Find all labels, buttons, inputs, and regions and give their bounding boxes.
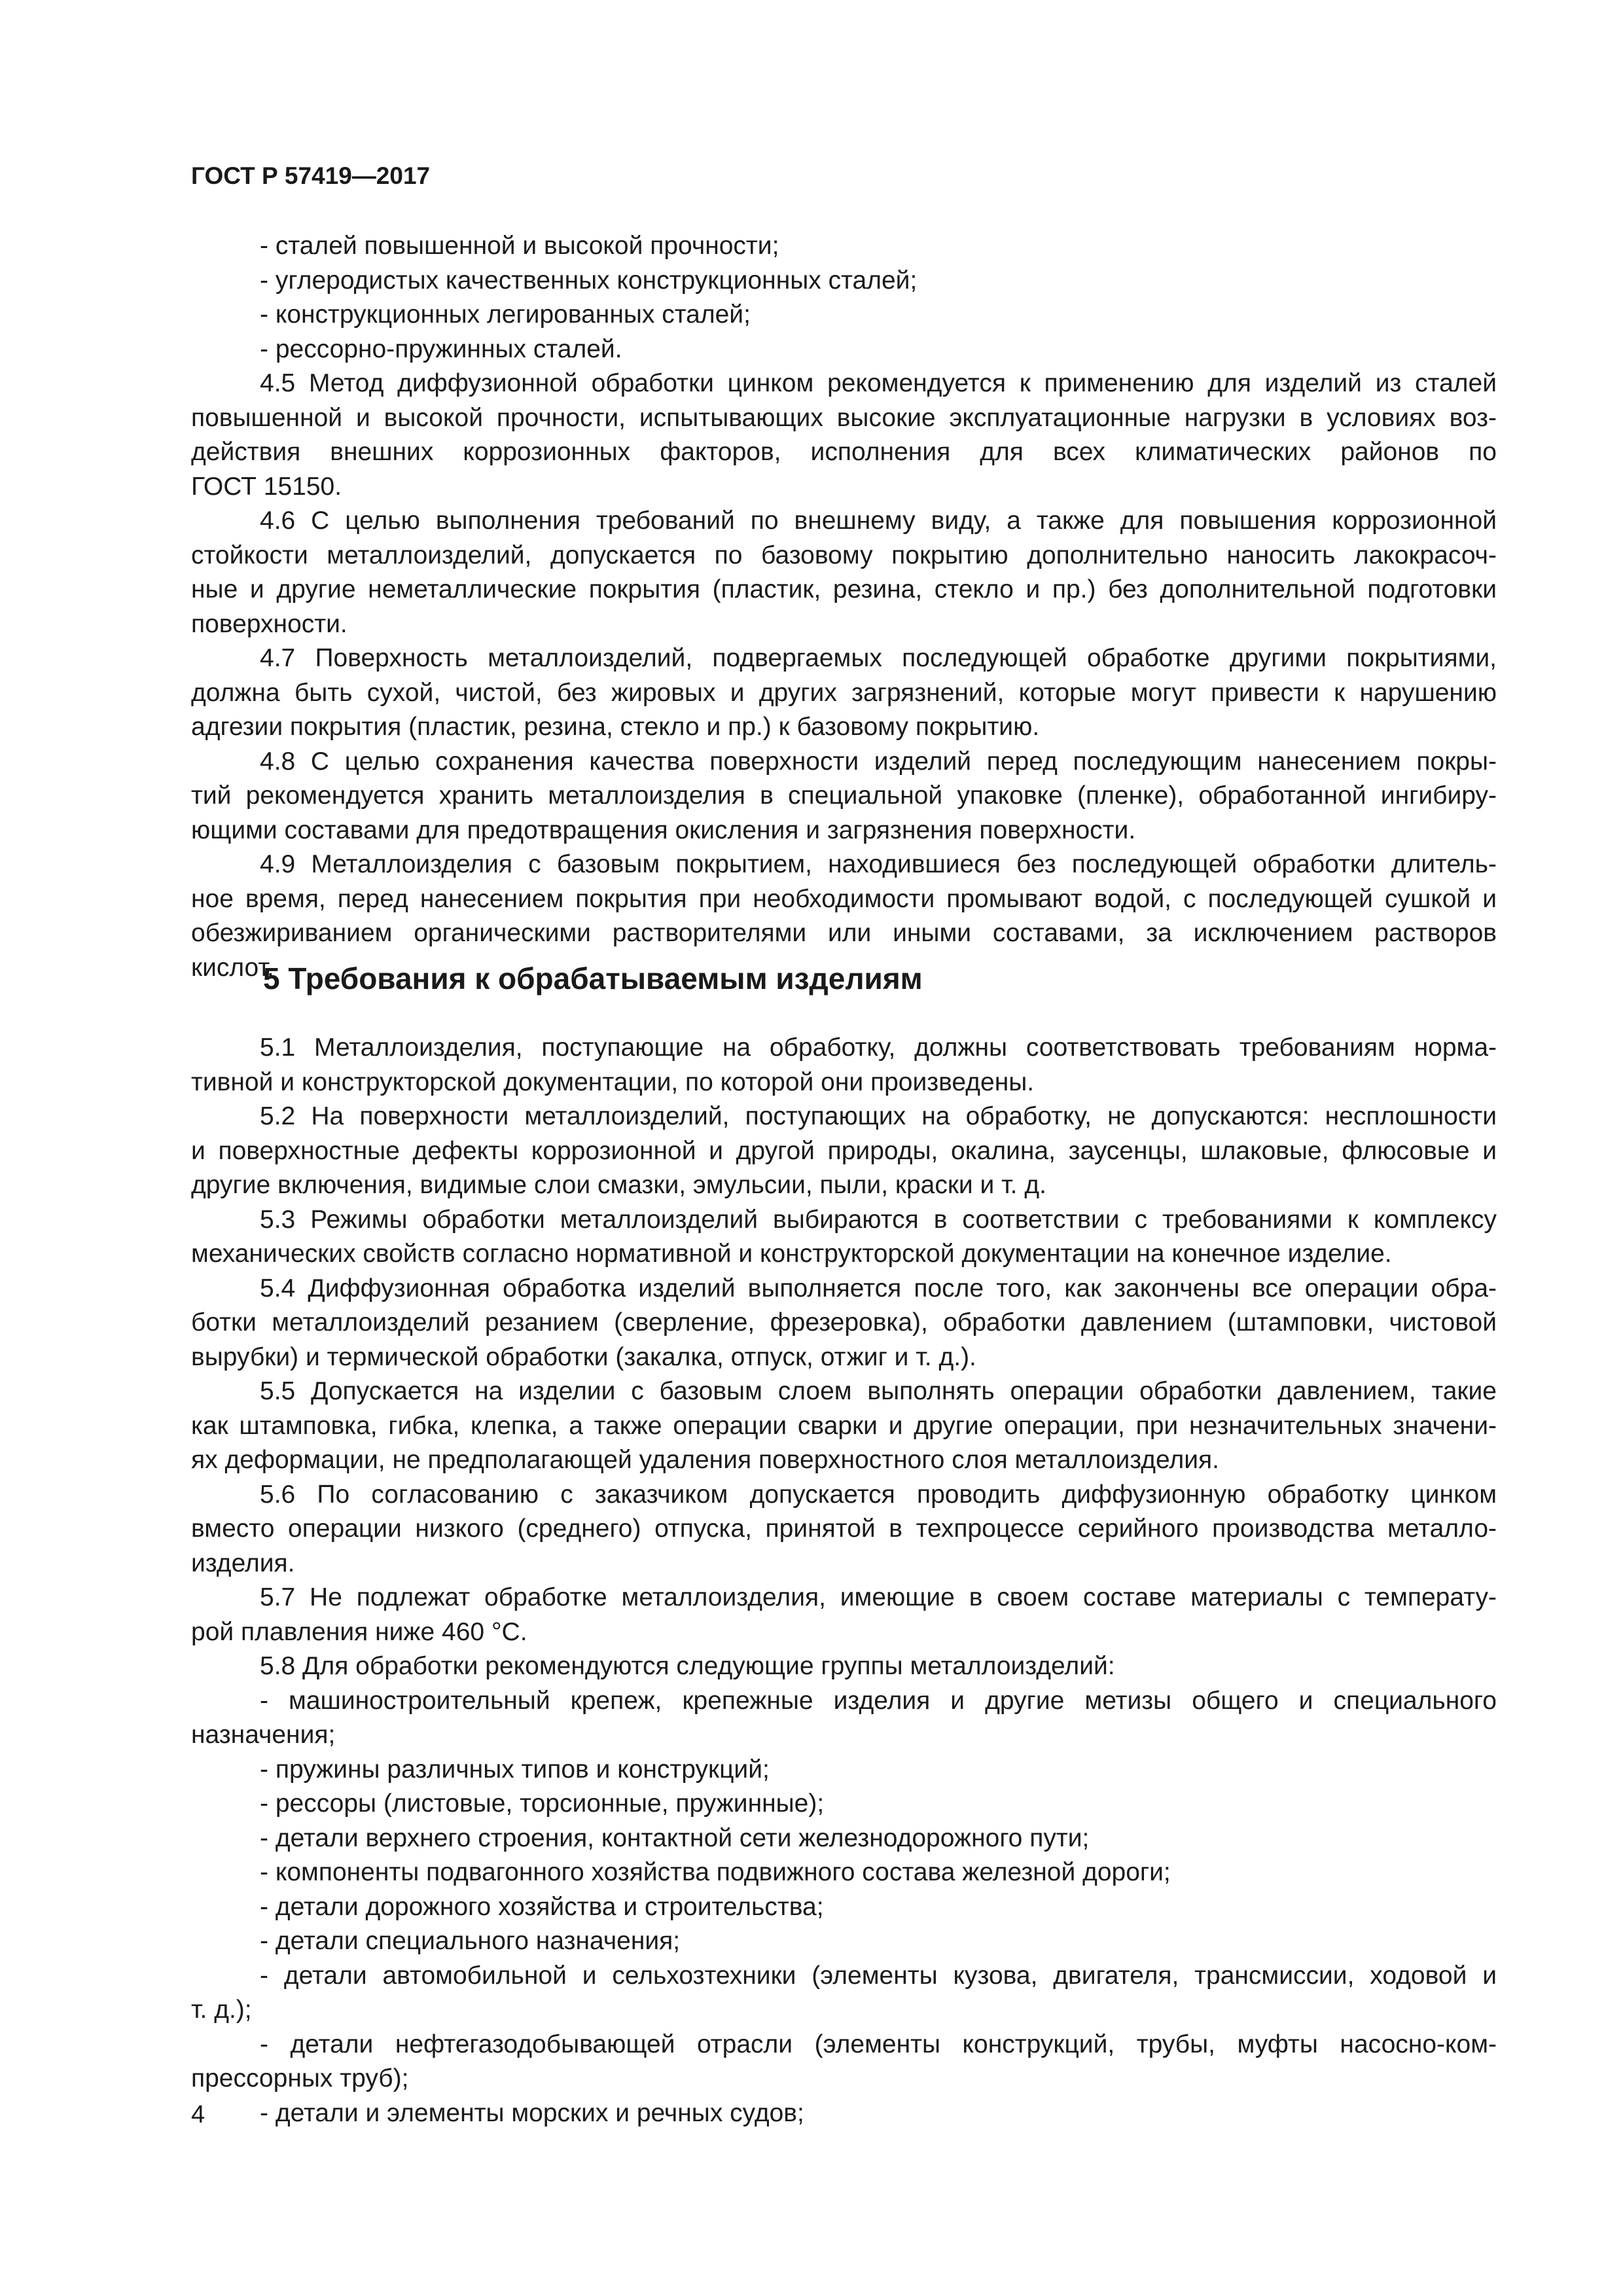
text-line: - детали дорожного хозяйства и строительства; <box>260 1892 824 1921</box>
text-line: назначения; <box>191 1721 336 1749</box>
text-line: тивной и конструкторской документации, по которой они произведены. <box>191 1067 1035 1096</box>
text-line: - детали и элементы морских и речных судов; <box>260 2098 804 2127</box>
text-line: - детали автомобильной и сельхозтехники (элементы кузова, двигателя, трансмиссии, ходовой и <box>260 1961 1497 1990</box>
text-line: стойкости металлоизделий, допускается по базовому покрытию дополнительно наносить лакокрасоч- <box>191 541 1497 569</box>
text-line: 5.8 Для обработки рекомендуются следующие группы металлоизделий: <box>260 1652 1115 1680</box>
text-line: - пружины различных типов и конструкций; <box>260 1755 770 1784</box>
text-line: вместо операции низкого (среднего) отпуска, принятой в техпроцессе серийного производства металло- <box>191 1515 1497 1543</box>
text-line: 5.7 Не подлежат обработке металлоизделия, имеющие в своем составе материалы с температу- <box>260 1583 1497 1611</box>
text-line: другие включения, видимые слои смазки, эмульсии, пыли, краски и т. д. <box>191 1171 1046 1199</box>
text-line: кислот. <box>191 953 274 982</box>
text-line: - детали верхнего строения, контактной сети железнодорожного пути; <box>260 1823 1090 1852</box>
text-line: ях деформации, не предполагающей удаления поверхностного слоя металлоизделия. <box>191 1446 1219 1474</box>
text-line: - детали специального назначения; <box>260 1927 681 1955</box>
text-line: поверхности. <box>191 609 348 638</box>
text-line: 4.9 Металлоизделия с базовым покрытием, находившиеся без последующей обработки длитель- <box>260 850 1497 878</box>
text-line: и поверхностные дефекты коррозионной и другой природы, окалина, заусенцы, шлаковые, флюсовые и <box>191 1136 1497 1165</box>
text-line: механических свойств согласно нормативной и конструкторской документации на конечное изделие. <box>191 1240 1392 1268</box>
text-line: - сталей повышенной и высокой прочности; <box>260 232 779 260</box>
text-line: повышенной и высокой прочности, испытывающих высокие эксплуатационные нагрузки в условиях воз- <box>191 403 1497 432</box>
text-line: рой плавления ниже 460 °С. <box>191 1617 527 1646</box>
text-line: - рессоры (листовые, торсионные, пружинные); <box>260 1789 825 1818</box>
text-line: прессорных труб); <box>191 2064 409 2092</box>
text-line: - машиностроительный крепеж, крепежные изделия и другие метизы общего и специального <box>260 1686 1497 1715</box>
text-line: ное время, перед нанесением покрытия при необходимости промывают водой, с последующей сушкой и <box>191 884 1497 913</box>
text-line: - рессорно-пружинных сталей. <box>260 334 622 363</box>
text-line: 4.8 С целью сохранения качества поверхности изделий перед последующим нанесением покры- <box>260 747 1497 776</box>
text-line: изделия. <box>191 1549 295 1577</box>
document-header: ГОСТ Р 57419—2017 <box>191 162 431 189</box>
section4-text-block <box>191 229 1497 985</box>
section5-text-block <box>191 1031 1497 2130</box>
text-line: должна быть сухой, чистой, без жировых и других загрязнений, которые могут привести к нарушению <box>191 678 1497 707</box>
text-line: - углеродистых качественных конструкционных сталей; <box>260 266 918 295</box>
text-line: вырубки) и термической обработки (закалка, отпуск, отжиг и т. д.). <box>191 1342 976 1371</box>
text-line: 5.3 Режимы обработки металлоизделий выбираются в соответствии с требованиями к комплексу <box>260 1205 1497 1234</box>
text-line: тий рекомендуется хранить металлоизделия в специальной упаковке (пленке), обработанной ингибиру- <box>191 781 1497 810</box>
text-line: как штамповка, гибка, клепка, а также операции сварки и другие операции, при незначительных значени- <box>191 1411 1497 1440</box>
section-5-heading: 5 Требования к обрабатываемым изделиям <box>263 961 923 996</box>
text-line: 5.6 По согласованию с заказчиком допускается проводить диффузионную обработку цинком <box>260 1480 1497 1509</box>
text-line: обезжириванием органическими растворителями или иными составами, за исключением растворов <box>191 919 1497 947</box>
text-line: 5.1 Металлоизделия, поступающие на обработку, должны соответствовать требованиям норма- <box>260 1033 1497 1062</box>
text-line: 5.2 На поверхности металлоизделий, поступающих на обработку, не допускаются: несплошности <box>260 1102 1497 1130</box>
text-line: 4.6 С целью выполнения требований по внешнему виду, а также для повышения коррозионной <box>260 507 1497 535</box>
text-line: 5.4 Диффузионная обработка изделий выполняется после того, как закончены все операции обра- <box>260 1274 1497 1302</box>
text-line: 4.5 Метод диффузионной обработки цинком рекомендуется к применению для изделий из сталей <box>260 369 1497 397</box>
text-line: адгезии покрытия (пластик, резина, стекло и пр.) к базовому покрытию. <box>191 713 1040 741</box>
text-line: т. д.); <box>191 1996 252 2024</box>
page-number: 4 <box>191 2101 205 2128</box>
text-line: - детали нефтегазодобывающей отрасли (элементы конструкций, трубы, муфты насосно-ком- <box>260 2030 1497 2058</box>
text-line: ГОСТ 15150. <box>191 472 342 501</box>
text-line: действия внешних коррозионных факторов, исполнения для всех климатических районов по <box>191 438 1497 466</box>
text-line: ботки металлоизделий резанием (сверление, фрезеровка), обработки давлением (штамповки, чистовой <box>191 1308 1497 1336</box>
text-line: 4.7 Поверхность металлоизделий, подвергаемых последующей обработке другими покрытиями, <box>260 644 1497 672</box>
text-line: - конструкционных легированных сталей; <box>260 300 751 329</box>
text-line: 5.5 Допускается на изделии с базовым слоем выполнять операции обработки давлением, такие <box>260 1377 1497 1405</box>
text-line: ные и другие неметаллические покрытия (пластик, резина, стекло и пр.) без дополнительной подготовки <box>191 575 1497 603</box>
text-line: ющими составами для предотвращения окисления и загрязнения поверхности. <box>191 816 1136 844</box>
text-line: - компоненты подвагонного хозяйства подвижного состава железной дороги; <box>260 1858 1171 1886</box>
